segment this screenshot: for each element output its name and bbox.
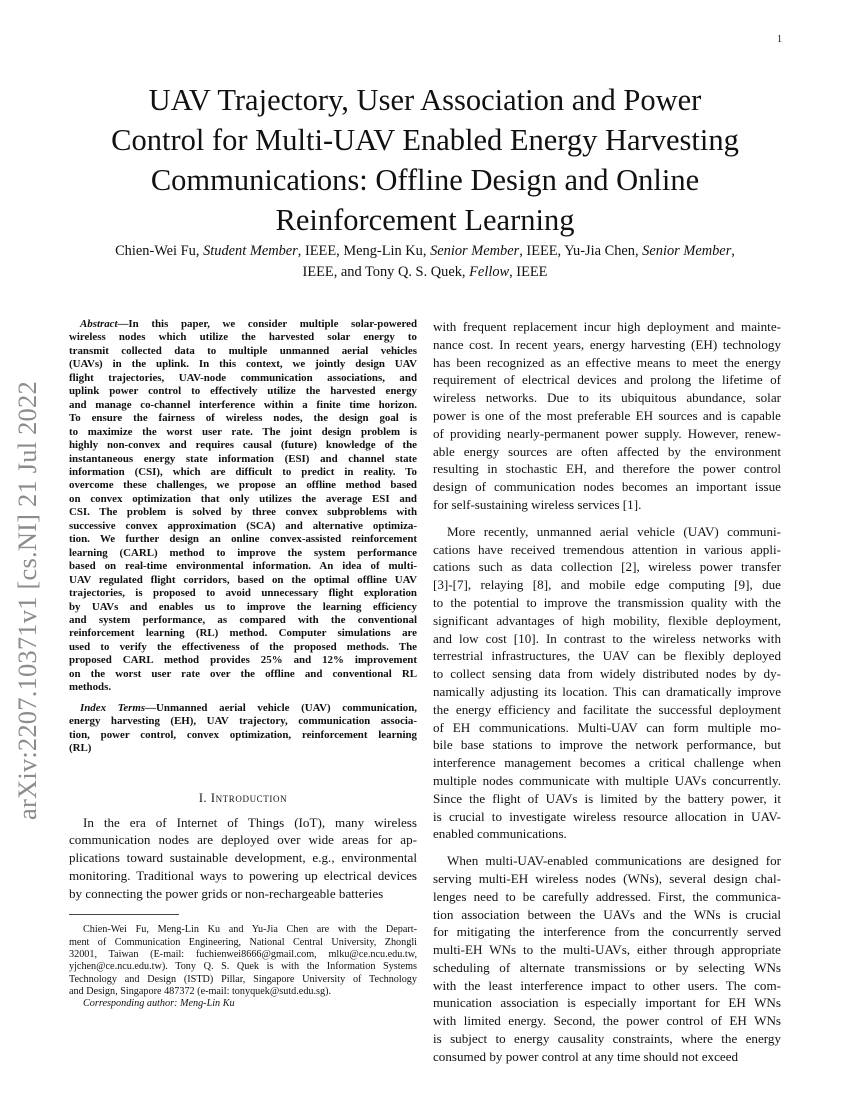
- body-line: requirement of electrical devices and prolong the lifetime of: [433, 372, 781, 388]
- footnote-line: Technology and Design (ISTD) Pillar, Singapore University of Technology: [69, 973, 417, 985]
- title-line: Communications: Offline Design and Online: [150, 163, 700, 197]
- arxiv-identifier[interactable]: arXiv:2207.10371v1 [cs.NI] 21 Jul 2022: [12, 381, 42, 820]
- author-affiliation-footnote: [69, 924, 417, 1010]
- right-column: [433, 318, 781, 1066]
- body-line: with the least interference impact to other users. The com-: [433, 977, 781, 993]
- abstract-line: instantaneous energy state information (ESI) and channel state: [69, 452, 417, 465]
- body-line: lenges need to be carefully addressed. First, the communica-: [433, 888, 781, 904]
- body-line: able energy sources are often affected by the environment: [433, 443, 781, 459]
- body-line: terrestrial infrastructures, the UAV can be flexibly deployed: [433, 648, 781, 664]
- index-terms-line: (RL): [69, 742, 92, 755]
- abstract-line: CSI. The problem is solved by three convex subproblems with: [69, 506, 417, 519]
- abstract-line: and system performance, as compared with the conventional: [69, 613, 417, 626]
- body-line: power is one of the most preferable EH sources and is capable: [433, 407, 781, 423]
- body-line: with limited energy. Second, the power control of EH WNs: [433, 1013, 781, 1029]
- section-heading-introduction: [69, 790, 417, 806]
- abstract-line: UAV regulated flight corridors, based on the optimal offline UAV: [69, 573, 417, 586]
- body-line: interference management becomes a critical challenge when: [433, 755, 781, 771]
- abstract-line: tion. We further design an online convex-assisted reinforcement: [69, 533, 417, 546]
- body-line: and low cost [10]. In contrast to the wireless networks with: [433, 630, 781, 646]
- body-line: cations such as data collection [2], wireless power transfer: [433, 559, 781, 575]
- body-line: Since the flight of UAVs is limited by the battery power, it: [433, 790, 781, 806]
- abstract-line: [69, 318, 417, 331]
- title-line: UAV Trajectory, User Association and Power: [148, 83, 702, 117]
- body-line: to the potential to improve the transmission quality with the: [433, 594, 781, 610]
- body-line: with frequent replacement incur high deployment and mainte-: [433, 319, 781, 334]
- body-line: enabled communications.: [433, 826, 567, 842]
- index-terms: [69, 702, 417, 756]
- body-line: serving multi-EH wireless nodes (WNs), several design chal-: [433, 870, 781, 886]
- index-terms-line-text: —Unmanned aerial vehicle (UAV) communication,: [145, 701, 417, 714]
- footnote-line: 32001, Taiwan (E-mail: fuchienwei8666@gmail.com, mlku@ce.ncu.edu.tw,: [69, 949, 417, 961]
- body-line: More recently, unmanned aerial vehicle (UAV) communi-: [447, 523, 781, 539]
- section-title: Introduction: [210, 790, 288, 805]
- abstract-line: methods.: [69, 681, 112, 694]
- abstract: [69, 318, 417, 695]
- abstract-line: based on real-time environmental information. An idea of multi-: [69, 560, 417, 573]
- body-paragraph: [433, 318, 781, 514]
- footnote-line: and Design, Singapore 487372 (e-mail: tonyquek@sutd.edu.sg).: [69, 985, 332, 997]
- footnote-line: Chien-Wei Fu, Meng-Lin Ku and Yu-Jia Chen are with the Depart-: [83, 924, 417, 936]
- index-terms-line: [69, 702, 417, 715]
- body-line: multiple nodes communicate with multiple UAVs concurrently.: [433, 772, 781, 788]
- abstract-line: trajectories, is proposed to avoid unnecessary flight exploration: [69, 587, 417, 600]
- body-line: [3]-[7], relaying [8], and mobile edge computing [9], due: [433, 577, 781, 593]
- paper-title: [80, 80, 770, 240]
- body-paragraph: [433, 852, 781, 1066]
- abstract-line: highly non-convex and requires causal (future) knowledge of the: [69, 439, 417, 452]
- body-line: resulting in stochastic EH, and therefore the power control: [433, 461, 781, 477]
- title-line: Control for Multi-UAV Enabled Energy Harvesting: [111, 123, 739, 157]
- corresponding-author: Corresponding author: Meng-Lin Ku: [83, 998, 235, 1010]
- abstract-line: proposed CARL method provides 25% and 12% improvement: [69, 654, 417, 667]
- left-column: [69, 318, 417, 1011]
- abstract-line: to maximize the worst user rate. The joint design problem is: [69, 425, 417, 438]
- body-line: monitoring. Traditional ways to powering up electrical devices: [69, 867, 417, 883]
- body-line: In the era of Internet of Things (IoT), many wireless: [83, 814, 417, 830]
- author-line: Chien-Wei Fu, Student Member, IEEE, Meng-Lin Ku, Senior Member, IEEE, Yu-Jia Chen, Senior Member,: [115, 243, 735, 259]
- body-line: for self-sustaining wireless services [1].: [433, 496, 642, 512]
- body-line: wireless networks. Due to its ubiquitous abundance, solar: [433, 390, 781, 406]
- body-line: is crucial to investigate wireless resource allocation in UAV-: [433, 808, 781, 824]
- body-line: consumed by power control at any time should not exceed: [433, 1048, 739, 1064]
- body-line: When multi-UAV-enabled communications are designed for: [447, 853, 781, 869]
- body-line: of EH communications. Multi-UAV can form multiple mo-: [433, 719, 781, 735]
- body-line: the energy efficiency and facilitate the successful deployment: [433, 701, 781, 717]
- author-line: IEEE, and Tony Q. S. Quek, Fellow, IEEE: [302, 263, 548, 280]
- body-line: of providing nearly-permanent power supply. However, renew-: [433, 425, 781, 441]
- body-line: tion association between the UAVs and the WNs is crucial: [433, 906, 781, 922]
- abstract-line: wireless nodes which utilize the harvested solar energy to: [69, 331, 417, 344]
- abstract-line: learning (CARL) method to improve the system performance: [69, 546, 417, 559]
- body-line: bile base stations to improve the network performance, but: [433, 737, 781, 753]
- body-line: cations have received tremendous attention in various appli-: [433, 541, 781, 557]
- title-line: Reinforcement Learning: [275, 203, 575, 237]
- body-line: munication association is especially important for EH WNs: [433, 995, 781, 1011]
- abstract-line: successive convex approximation (SCA) and alternative optimiza-: [69, 519, 417, 532]
- body-line: scheduling of alternate transmissions or by selecting WNs: [433, 959, 781, 975]
- abstract-line-text: —In this paper, we consider multiple solar-powered: [117, 318, 417, 330]
- body-line: communication nodes are deployed over wide areas for ap-: [69, 832, 417, 848]
- abstract-line: reinforcement learning (RL) method. Computer simulations are: [69, 627, 417, 640]
- abstract-line: used to verify the effectiveness of the proposed methods. The: [69, 640, 417, 653]
- abstract-line: on convex optimization that only utilizes the average ESI and: [69, 492, 417, 505]
- abstract-line: flight trajectories, UAV-node communication associations, and: [69, 371, 417, 384]
- body-line: design of communication nodes becomes an important issue: [433, 479, 781, 495]
- abstract-line: To ensure the fairness of wireless nodes, the design goal is: [69, 412, 417, 425]
- index-terms-label: Index Terms: [80, 701, 146, 714]
- body-paragraph: [433, 523, 781, 843]
- footnote-line: yjchen@ce.ncu.edu.tw). Tony Q. S. Quek is with the Information Systems: [69, 961, 417, 973]
- intro-paragraph: [69, 814, 417, 903]
- author-list: [68, 241, 782, 282]
- abstract-label: Abstract: [80, 318, 118, 330]
- body-line: by connecting the power grids or non-rechargeable batteries: [69, 885, 384, 901]
- body-line: significant advantages of high mobility, flexible deployment,: [433, 612, 781, 628]
- abstract-line: by UAVs and enables us to improve the learning efficiency: [69, 600, 417, 613]
- body-line: plications toward sustainable development, e.g., environmental: [69, 850, 417, 866]
- abstract-line: overcome these challenges, we propose an offline method based: [69, 479, 417, 492]
- abstract-line: and manage co-channel interference within a finite time horizon.: [69, 398, 417, 411]
- section-numeral: I.: [198, 790, 211, 805]
- body-line: namically adjusting its location. This can dramatically improve: [433, 683, 781, 699]
- body-line: is subject to energy causality constraints, where the energy: [433, 1031, 781, 1047]
- index-terms-line: energy harvesting (EH), UAV trajectory, communication associa-: [69, 715, 417, 728]
- index-terms-line: tion, power control, convex optimization, reinforcement learning: [69, 728, 417, 741]
- body-line: to collect sensing data from widely distributed nodes by dy-: [433, 666, 781, 682]
- abstract-line: uplink power control to effectively utilize the harvested energy: [69, 385, 417, 398]
- abstract-line: information (CSI), which are difficult to predict in reality. To: [69, 465, 417, 478]
- body-line: for mitigating the interference from the concurrently served: [433, 924, 781, 940]
- body-line: multi-EH WNs to the multi-UAVs, either through appropriate: [433, 942, 781, 958]
- body-line: has been recognized as an effective means to meet the energy: [433, 354, 781, 370]
- footnote-line: ment of Communication Engineering, National Central University, Zhongli: [69, 936, 417, 948]
- abstract-line: transmit collected data to multiple unmanned aerial vehicles: [69, 344, 417, 357]
- page-number: 1: [777, 34, 782, 45]
- abstract-line: (UAVs) in the uplink. In this context, we jointly design UAV: [69, 358, 417, 371]
- abstract-line: on the worst user rate over the offline and conventional RL: [69, 667, 417, 680]
- body-line: nance cost. In recent years, energy harvesting (EH) technology: [433, 336, 781, 352]
